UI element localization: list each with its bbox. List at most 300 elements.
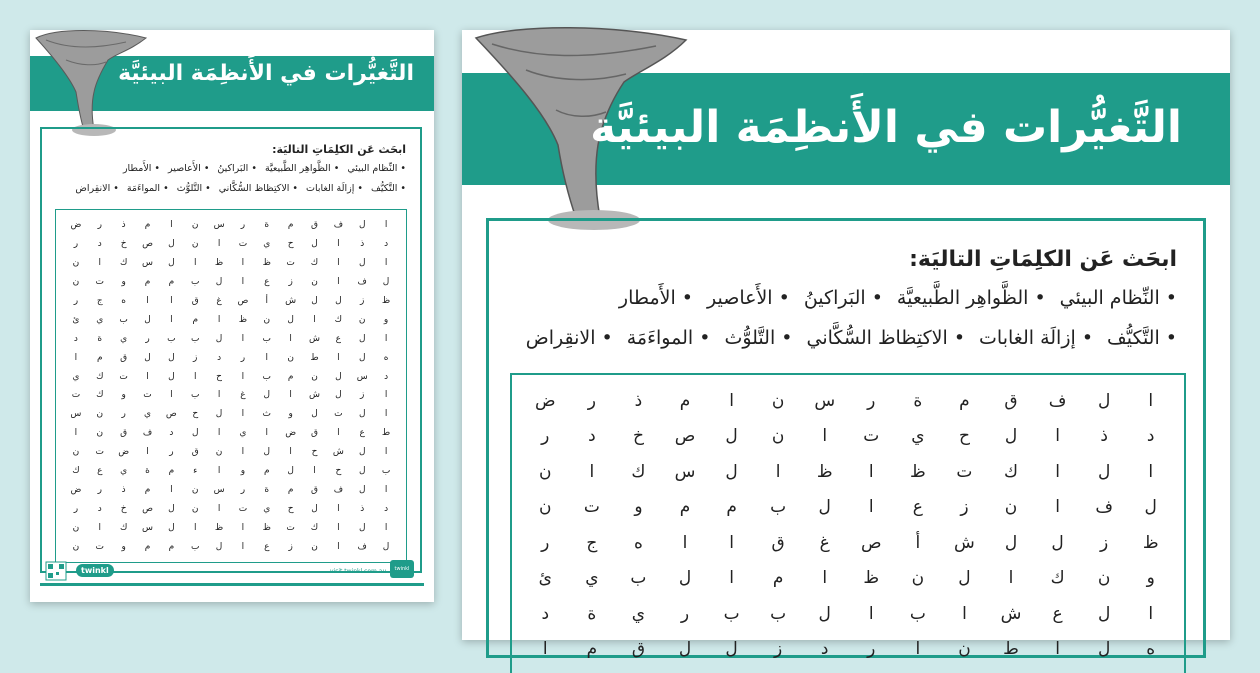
- grid-letter: غ: [819, 532, 830, 553]
- grid-letter: ب: [262, 371, 272, 382]
- grid-letter: ا: [384, 522, 388, 533]
- grid-letter: ض: [70, 484, 82, 495]
- grid-letter: ل: [1097, 603, 1111, 624]
- word-item: • الظَّواهِر الطَّبيعيَّة: [897, 287, 1046, 309]
- grid-letter: ن: [1004, 497, 1018, 518]
- grid-letter: ل: [358, 333, 366, 344]
- grid-letter: ل: [358, 484, 366, 495]
- grid-letter: ي: [96, 314, 104, 325]
- page-title: التَّغيُّرات في الأَنظِمَة البيئيَّة: [590, 102, 1182, 153]
- grid-letter: م: [287, 371, 294, 382]
- grid-letter: ظ: [214, 522, 224, 533]
- grid-letter: ت: [119, 371, 128, 382]
- grid-letter: ق: [311, 220, 318, 231]
- grid-letter: ل: [144, 352, 151, 363]
- word-item: • التَّلوُّث: [177, 183, 211, 194]
- grid-letter: ا: [337, 277, 340, 288]
- grid-letter: ل: [311, 239, 318, 250]
- grid-letter: ه: [121, 295, 126, 306]
- grid-letter: ر: [240, 220, 246, 231]
- grid-letter: د: [384, 371, 389, 382]
- grid-letter: ك: [96, 390, 104, 401]
- grid-letter: ل: [168, 239, 175, 250]
- grid-letter: م: [168, 277, 175, 288]
- grid-letter: ا: [1148, 461, 1154, 482]
- grid-letter: ك: [334, 314, 343, 325]
- grid-letter: ا: [822, 568, 828, 589]
- grid-letter: ا: [217, 503, 221, 514]
- grid-letter: ل: [725, 639, 738, 660]
- grid-letter: ل: [168, 522, 175, 533]
- grid-letter: ا: [241, 522, 245, 533]
- grid-letter: ل: [287, 465, 294, 476]
- grid-letter: ط: [1003, 639, 1019, 660]
- grid-letter: ا: [265, 428, 269, 439]
- grid-letter: ك: [310, 258, 319, 269]
- grid-letter: ر: [867, 639, 876, 660]
- grid-letter: ض: [285, 428, 297, 439]
- grid-letter: ن: [958, 639, 971, 660]
- grid-letter: ا: [289, 447, 292, 458]
- grid-letter: ن: [911, 568, 925, 589]
- grid-letter: ا: [241, 409, 245, 420]
- grid-letter: ل: [382, 277, 390, 288]
- grid-letter: ق: [120, 352, 128, 363]
- grid-letter: ظ: [816, 461, 833, 482]
- grid-letter: ع: [359, 428, 365, 439]
- grid-letter: ن: [191, 220, 199, 231]
- grid-letter: ل: [311, 295, 318, 306]
- grid-letter: ض: [118, 447, 130, 458]
- grid-letter: ي: [631, 603, 646, 624]
- word-item: • البَراكينُ: [217, 163, 257, 174]
- grid-letter: ا: [1008, 568, 1014, 589]
- grid-letter: ن: [263, 314, 271, 325]
- grid-letter: ا: [822, 426, 828, 447]
- footer-url: visit twinkl.com.au: [330, 568, 387, 575]
- grid-letter: ل: [1097, 390, 1111, 411]
- grid-letter: ت: [583, 497, 600, 518]
- grid-letter: ن: [72, 522, 80, 533]
- grid-letter: ت: [143, 390, 152, 401]
- grid-letter: ر: [97, 220, 102, 231]
- grid-letter: م: [726, 497, 737, 518]
- grid-letter: ا: [241, 541, 245, 552]
- grid-letter: ت: [956, 461, 973, 482]
- grid-letter: ا: [217, 390, 221, 401]
- grid-letter: د: [73, 333, 78, 344]
- grid-letter: ا: [74, 428, 78, 439]
- grid-letter: د: [169, 428, 174, 439]
- grid-letter: ا: [289, 333, 292, 344]
- grid-letter: ز: [193, 352, 198, 363]
- grid-letter: ب: [190, 541, 200, 552]
- grid-letter: ل: [358, 352, 366, 363]
- grid-letter: ف: [357, 277, 367, 288]
- grid-letter: ا: [337, 503, 340, 514]
- grid-letter: ن: [1097, 568, 1111, 589]
- grid-letter: ك: [96, 371, 104, 382]
- grid-letter: ر: [169, 447, 174, 458]
- grid-letter: ب: [909, 603, 926, 624]
- grid-letter: ر: [145, 333, 150, 344]
- grid-letter: ش: [954, 532, 975, 553]
- grid-letter: ل: [725, 426, 738, 447]
- grid-letter: د: [541, 603, 550, 624]
- grid-letter: ك: [1004, 461, 1019, 482]
- grid-letter: ب: [770, 497, 787, 518]
- grid-letter: و: [1146, 568, 1155, 589]
- grid-letter: ذ: [360, 503, 365, 514]
- grid-letter: ن: [771, 426, 785, 447]
- grid-letter: ن: [191, 503, 199, 514]
- grid-letter: ل: [287, 314, 294, 325]
- grid-letter: ل: [263, 390, 271, 401]
- grid-letter: ل: [215, 409, 223, 420]
- word-item: • الأَعاصير: [168, 163, 209, 174]
- grid-letter: ي: [263, 503, 271, 514]
- grid-letter: ظ: [238, 314, 248, 325]
- grid-letter: ل: [168, 258, 175, 269]
- grid-letter: ر: [240, 484, 246, 495]
- grid-letter: ر: [680, 603, 690, 624]
- grid-letter: ن: [311, 541, 318, 552]
- grid-letter: ا: [170, 220, 173, 231]
- grid-letter: م: [679, 497, 691, 518]
- grid-letter: ح: [216, 371, 222, 382]
- grid-letter: ا: [170, 484, 173, 495]
- grid-letter: ب: [723, 603, 740, 624]
- grid-letter: ك: [1050, 568, 1065, 589]
- grid-letter: ق: [191, 447, 199, 458]
- grid-letter: ع: [1052, 603, 1063, 624]
- word-item: • النِّظام البيئي: [347, 163, 406, 174]
- grid-letter: ش: [285, 295, 297, 306]
- grid-letter: س: [674, 461, 696, 482]
- grid-letter: ا: [915, 639, 921, 660]
- grid-letter: ا: [98, 258, 102, 269]
- grid-letter: ل: [168, 371, 175, 382]
- grid-letter: م: [168, 541, 175, 552]
- grid-letter: ش: [309, 390, 320, 401]
- grid-letter: ل: [358, 220, 366, 231]
- grid-letter: ظ: [863, 568, 880, 589]
- grid-letter: ع: [264, 541, 270, 552]
- grid-letter: ح: [287, 239, 294, 250]
- grid-letter: ف: [333, 484, 344, 495]
- grid-letter: ا: [241, 371, 245, 382]
- grid-letter: ت: [238, 239, 248, 250]
- grid-letter: ا: [729, 532, 734, 553]
- grid-letter: ز: [288, 541, 293, 552]
- instruction-text: ابحَث عَن الكلِمَاتِ التاليَة:: [272, 143, 406, 156]
- grid-letter: ذ: [360, 239, 365, 250]
- grid-letter: ن: [215, 447, 223, 458]
- word-item: • الاكتِظاظ السُّكَّاني: [219, 183, 298, 194]
- grid-letter: ل: [725, 461, 738, 482]
- grid-letter: ن: [96, 409, 104, 420]
- grid-letter: ق: [120, 428, 128, 439]
- word-item: • النِّظام البيئي: [1060, 287, 1177, 309]
- grid-letter: ن: [539, 461, 552, 482]
- grid-letter: ا: [682, 532, 688, 553]
- grid-letter: ع: [97, 465, 103, 476]
- grid-letter: ل: [168, 503, 175, 514]
- grid-letter: ز: [288, 277, 293, 288]
- grid-letter: ا: [241, 258, 245, 269]
- grid-letter: ا: [337, 258, 340, 269]
- grid-letter: ه: [1146, 639, 1156, 660]
- grid-letter: ن: [72, 258, 80, 269]
- word-item: • الانقِراض: [75, 183, 119, 194]
- grid-letter: ة: [264, 484, 270, 495]
- grid-letter: ل: [168, 352, 175, 363]
- grid-letter: ل: [144, 314, 151, 325]
- grid-letter: ص: [237, 295, 249, 306]
- grid-letter: ظ: [262, 522, 271, 533]
- grid-letter: ا: [384, 409, 388, 420]
- grid-letter: ي: [239, 428, 247, 439]
- grid-letter: ض: [70, 220, 82, 231]
- word-item: • إزالَة الغابات: [306, 183, 363, 194]
- grid-letter: ا: [74, 352, 78, 363]
- grid-letter: ن: [72, 541, 80, 552]
- grid-letter: ث: [262, 409, 272, 420]
- grid-letter: ر: [97, 484, 102, 495]
- word-item: • التَّلوُّث: [724, 327, 792, 349]
- grid-letter: ر: [73, 503, 79, 514]
- grid-letter: ف: [142, 428, 153, 439]
- word-search-grid: [510, 373, 1186, 673]
- grid-letter: ت: [334, 409, 343, 420]
- grid-letter: ا: [241, 333, 245, 344]
- grid-letter: ل: [818, 603, 831, 624]
- grid-letter: ا: [1055, 497, 1060, 518]
- grid-letter: ر: [121, 409, 126, 420]
- grid-letter: ي: [120, 333, 128, 344]
- grid-letter: س: [70, 409, 82, 420]
- content-frame: [486, 218, 1206, 658]
- grid-letter: ا: [98, 522, 102, 533]
- grid-letter: ل: [1097, 461, 1111, 482]
- word-item: • المواءَمَة: [127, 183, 169, 194]
- grid-letter: ة: [97, 333, 103, 344]
- grid-letter: ي: [585, 568, 599, 589]
- grid-letter: ي: [143, 409, 152, 420]
- grid-letter: ط: [381, 428, 391, 439]
- grid-letter: ت: [95, 277, 105, 288]
- word-item: • التَّكيُّف: [1107, 327, 1177, 349]
- grid-letter: ت: [95, 447, 105, 458]
- word-item: • الانقِراض: [526, 327, 613, 349]
- grid-letter: أ: [265, 295, 269, 306]
- grid-letter: ر: [541, 532, 550, 553]
- grid-letter: ة: [145, 465, 150, 476]
- grid-letter: ت: [286, 522, 295, 533]
- grid-letter: ا: [868, 461, 874, 482]
- grid-letter: س: [213, 484, 225, 495]
- grid-letter: ب: [381, 465, 391, 476]
- word-item: • البَراكينُ: [804, 287, 883, 309]
- grid-letter: غ: [216, 295, 222, 306]
- grid-letter: ل: [215, 333, 223, 344]
- grid-letter: س: [213, 220, 225, 231]
- grid-letter: ل: [1097, 639, 1111, 660]
- grid-letter: ن: [96, 428, 104, 439]
- grid-letter: ح: [287, 503, 294, 514]
- grid-letter: ا: [313, 314, 316, 325]
- grid-letter: ظ: [262, 258, 271, 269]
- grid-letter: ا: [384, 484, 388, 495]
- grid-letter: ل: [358, 258, 366, 269]
- grid-letter: غ: [240, 390, 246, 401]
- grid-letter: ء: [193, 465, 198, 476]
- grid-letter: د: [384, 239, 389, 250]
- grid-letter: ذ: [634, 390, 643, 411]
- grid-letter: ق: [771, 532, 785, 553]
- grid-letter: ص: [142, 503, 153, 514]
- grid-letter: ذ: [121, 484, 126, 495]
- grid-letter: ن: [72, 447, 80, 458]
- grid-letter: ا: [337, 541, 340, 552]
- grid-letter: ب: [630, 568, 647, 589]
- grid-letter: س: [142, 522, 153, 533]
- grid-letter: ا: [193, 522, 197, 533]
- grid-letter: ق: [311, 484, 318, 495]
- grid-letter: ل: [191, 428, 199, 439]
- grid-letter: ل: [335, 295, 342, 306]
- grid-letter: ت: [238, 503, 248, 514]
- grid-letter: س: [356, 371, 368, 382]
- grid-letter: ا: [384, 390, 388, 401]
- word-item: • إزالَة الغابات: [979, 327, 1093, 349]
- grid-letter: و: [288, 409, 293, 420]
- grid-letter: و: [634, 497, 643, 518]
- grid-letter: ج: [96, 295, 103, 306]
- grid-letter: د: [217, 352, 222, 363]
- grid-letter: ا: [337, 428, 340, 439]
- grid-letter: ع: [264, 277, 270, 288]
- grid-letter: ك: [631, 461, 646, 482]
- grid-letter: ا: [289, 390, 292, 401]
- grid-letter: ا: [193, 258, 197, 269]
- grid-letter: ظ: [910, 461, 926, 482]
- worksheet-preview: [462, 30, 1230, 660]
- grid-letter: ا: [170, 295, 173, 306]
- word-list-row-2: [526, 327, 1177, 349]
- grid-letter: ش: [309, 333, 320, 344]
- grid-letter: ع: [912, 497, 923, 518]
- word-list-row-1: [619, 287, 1177, 309]
- grid-letter: د: [384, 503, 389, 514]
- grid-letter: ا: [775, 461, 781, 482]
- grid-letter: س: [142, 258, 153, 269]
- grid-letter: ذ: [1100, 426, 1108, 447]
- grid-letter: ك: [72, 465, 80, 476]
- grid-letter: م: [97, 352, 103, 363]
- content-frame: [40, 127, 422, 573]
- grid-letter: ق: [191, 295, 199, 306]
- grid-letter: ي: [120, 465, 128, 476]
- grid-letter: ت: [95, 541, 105, 552]
- grid-letter: ا: [170, 314, 173, 325]
- grid-letter: م: [287, 484, 294, 495]
- grid-letter: س: [814, 390, 836, 411]
- grid-letter: ب: [190, 390, 200, 401]
- grid-letter: ر: [73, 239, 79, 250]
- grid-letter: ا: [217, 239, 221, 250]
- grid-letter: ف: [1048, 390, 1067, 411]
- grid-letter: ل: [263, 447, 271, 458]
- grid-letter: ن: [72, 277, 80, 288]
- grid-letter: ا: [384, 447, 388, 458]
- grid-letter: ل: [215, 277, 223, 288]
- grid-letter: ا: [170, 390, 173, 401]
- grid-letter: ا: [146, 295, 149, 306]
- grid-letter: ت: [286, 258, 295, 269]
- grid-letter: ك: [310, 522, 319, 533]
- footer-divider: [40, 583, 424, 586]
- grid-letter: ق: [1004, 390, 1018, 411]
- grid-letter: ن: [539, 497, 552, 518]
- grid-letter: ح: [192, 409, 199, 420]
- grid-letter: ن: [311, 371, 318, 382]
- grid-letter: ر: [240, 352, 246, 363]
- grid-letter: و: [121, 390, 126, 401]
- grid-letter: ص: [165, 409, 177, 420]
- grid-letter: ا: [313, 465, 316, 476]
- grid-letter: ا: [962, 603, 967, 624]
- grid-letter: ل: [382, 541, 390, 552]
- grid-letter: م: [772, 568, 784, 589]
- grid-letter: ا: [265, 352, 269, 363]
- word-list-row-1: [123, 163, 406, 174]
- grid-letter: ب: [119, 314, 128, 325]
- grid-letter: ص: [861, 532, 882, 553]
- grid-letter: ل: [1144, 497, 1157, 518]
- word-search-grid: [55, 209, 407, 563]
- grid-letter: ز: [360, 390, 365, 401]
- word-item: • الأَعاصير: [707, 287, 790, 309]
- word-item: • المواءَمَة: [627, 327, 711, 349]
- grid-letter: ا: [217, 428, 221, 439]
- grid-letter: ب: [167, 333, 176, 344]
- grid-letter: ك: [119, 522, 128, 533]
- grid-letter: ا: [589, 461, 595, 482]
- grid-letter: ع: [335, 333, 342, 344]
- grid-letter: ك: [119, 258, 128, 269]
- grid-letter: ر: [73, 295, 79, 306]
- grid-letter: م: [586, 639, 598, 660]
- grid-letter: م: [287, 220, 294, 231]
- grid-letter: ت: [863, 426, 880, 447]
- grid-letter: ز: [960, 497, 969, 518]
- grid-letter: د: [820, 639, 829, 660]
- grid-letter: ط: [310, 352, 319, 363]
- grid-letter: ا: [1055, 461, 1060, 482]
- grid-letter: ب: [770, 603, 787, 624]
- grid-letter: م: [144, 277, 151, 288]
- grid-letter: ل: [1004, 426, 1018, 447]
- grid-letter: ل: [335, 371, 342, 382]
- grid-letter: ل: [1004, 532, 1018, 553]
- grid-letter: ر: [867, 390, 876, 411]
- grid-letter: خ: [120, 239, 127, 250]
- grid-letter: ي: [263, 239, 271, 250]
- grid-letter: ا: [384, 220, 388, 231]
- grid-letter: م: [959, 390, 970, 411]
- grid-letter: ل: [358, 465, 366, 476]
